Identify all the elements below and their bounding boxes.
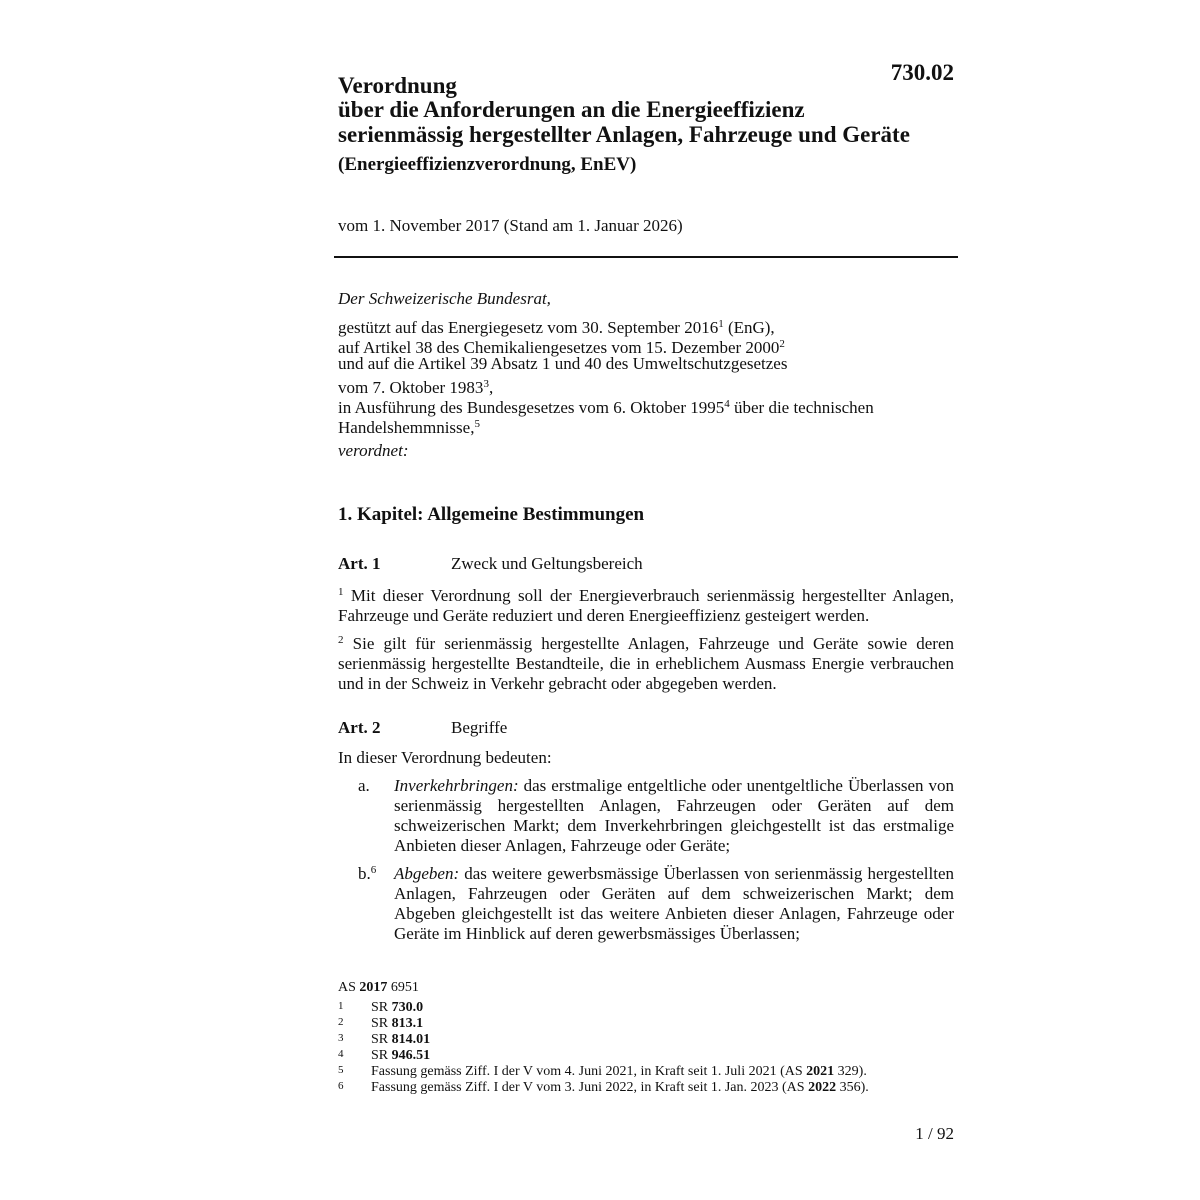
document-date: vom 1. November 2017 (Stand am 1. Januar 2026) [338,216,683,235]
list-item-b-marker [358,864,376,884]
preamble-line-6 [338,414,480,438]
sr-prefix: SR [371,1048,392,1063]
sr-reference-link[interactable]: 730.0 [391,1000,424,1015]
header-divider [334,256,958,258]
footnote-3-mark: 3 [338,1032,344,1044]
preamble-line-5-suffix: über die technischen [729,398,874,417]
footnote-6-mark: 6 [338,1080,344,1092]
preamble-line-4-text: vom 7. Oktober 1983 [338,378,484,397]
as-page: 6951 [387,980,419,995]
footnote-ref-2[interactable]: 2 [779,338,785,350]
footnote-text-end: 329). [834,1064,867,1079]
article-1-paragraph-2 [338,630,954,694]
sr-prefix: SR [371,1032,392,1047]
sr-reference-link[interactable]: 813.1 [391,1016,424,1031]
footnote-ref-5[interactable]: 5 [474,418,480,430]
preamble-line-6-text: Handelshemmnisse, [338,418,475,437]
article-2-intro: In dieser Verordnung bedeuten: [338,748,552,767]
preamble-verordnet: verordnet: [338,441,409,460]
footnote-6 [371,1080,869,1096]
preamble-authority: Der Schweizerische Bundesrat, [338,289,551,308]
term: Inverkehrbringen: [394,776,519,795]
footnote-5-mark: 5 [338,1064,344,1076]
article-1-paragraph-1 [338,582,954,626]
term: Abgeben: [394,864,460,883]
title-line-3: serienmässig hergestellter Anlagen, Fahrzeuge und Geräte [338,122,910,147]
as-year: 2021 [806,1064,835,1079]
footnote-text: Fassung gemäss Ziff. I der V vom 4. Juni 2021, in Kraft seit 1. Juli 2021 (AS [371,1064,807,1079]
paragraph-mark: 1 [338,586,344,598]
footnote-ref-3[interactable]: 3 [483,378,489,390]
article-1-number: Art. 1 [338,554,381,573]
list-item-b [394,864,954,944]
sr-reference-link[interactable]: 946.51 [391,1048,431,1063]
chapter-heading: 1. Kapitel: Allgemeine Bestimmungen [338,504,645,525]
as-year: 2017 [359,980,388,995]
title-line-2: über die Anforderungen an die Energieeffizienz [338,97,805,122]
footnote-4 [371,1048,430,1064]
footnote-ref-6[interactable]: 6 [370,864,377,876]
marker-text: b. [358,864,371,883]
sr-prefix: SR [371,1016,392,1031]
preamble-line-2-text: auf Artikel 38 des Chemikaliengesetzes vom 15. Dezember 2000 [338,338,780,357]
paragraph-text: Sie gilt für serienmässig hergestellte Anlagen, Fahrzeuge und Geräte sowie deren serienmässig hergestellte Bestandteile, die in erheblichem Ausmass Energie verbrauchen und in der Schweiz in Verkehr gebracht oder abgegeben werden. [338,634,954,693]
paragraph-mark: 2 [338,634,344,646]
title-line-1: Verordnung [338,73,457,98]
article-2-title: Begriffe [451,718,508,737]
footnote-ref-4[interactable]: 4 [724,398,730,410]
paragraph-text: Mit dieser Verordnung soll der Energieverbrauch serienmässig hergestellter Anlagen, Fahrzeuge und Geräte reduziert und deren Energieeffizienz gesteigert werden. [338,586,954,625]
footnote-3 [371,1032,430,1048]
sr-prefix: SR [371,1000,392,1015]
footnote-4-mark: 4 [338,1048,344,1060]
preamble-line-4-suffix: , [488,378,494,397]
preamble-line-3: und auf die Artikel 39 Absatz 1 und 40 des Umweltschutzgesetzes [338,354,788,373]
as-prefix: AS [338,980,360,995]
sr-number: 730.02 [890,60,954,85]
article-2-number: Art. 2 [338,718,381,737]
definition: das weitere gewerbsmässige Überlassen von serienmässig hergestellten Anlagen, Fahrzeugen oder Geräten auf dem schweizerischen Markt; dem Abgeben gleichgestellt ist das weitere Anbieten dieser Anlagen, Fahrzeuge oder Geräte im Hinblick auf deren gewerbsmässiges Überlassen; [394,864,954,943]
preamble-line-5-text: in Ausführung des Bundesgesetzes vom 6. Oktober 1995 [338,398,725,417]
list-item-a [394,776,954,856]
footnote-5 [371,1064,867,1080]
definition: das erstmalige entgeltliche oder unentgeltliche Überlassen von serienmässig hergestellten Anlagen, Fahrzeugen oder Geräten auf dem schweizerischen Markt; dem Inverkehrbringen gleichgestellt ist das erstmalige Anbieten dieser Anlagen, Fahrzeuge oder Geräte; [394,776,954,855]
as-reference [338,980,419,996]
footnote-ref-1[interactable]: 1 [718,318,724,330]
preamble-line-1-suffix: (EnG), [723,318,775,337]
list-item-a-marker: a. [358,776,370,795]
page-number: 1 / 92 [915,1124,954,1143]
preamble-line-1-text: gestützt auf das Energiegesetz vom 30. September 2016 [338,318,719,337]
footnote-text: Fassung gemäss Ziff. I der V vom 3. Juni 2022, in Kraft seit 1. Jan. 2023 (AS [371,1080,809,1095]
article-1-title: Zweck und Geltungsbereich [451,554,643,573]
footnote-2 [371,1016,423,1032]
footnote-1-mark: 1 [338,1000,344,1012]
footnote-1 [371,1000,423,1016]
sr-reference-link[interactable]: 814.01 [391,1032,431,1047]
as-year: 2022 [808,1080,837,1095]
document-short-title: (Energieeffizienzverordnung, EnEV) [338,154,637,175]
footnote-2-mark: 2 [338,1016,344,1028]
footnote-text-end: 356). [836,1080,869,1095]
